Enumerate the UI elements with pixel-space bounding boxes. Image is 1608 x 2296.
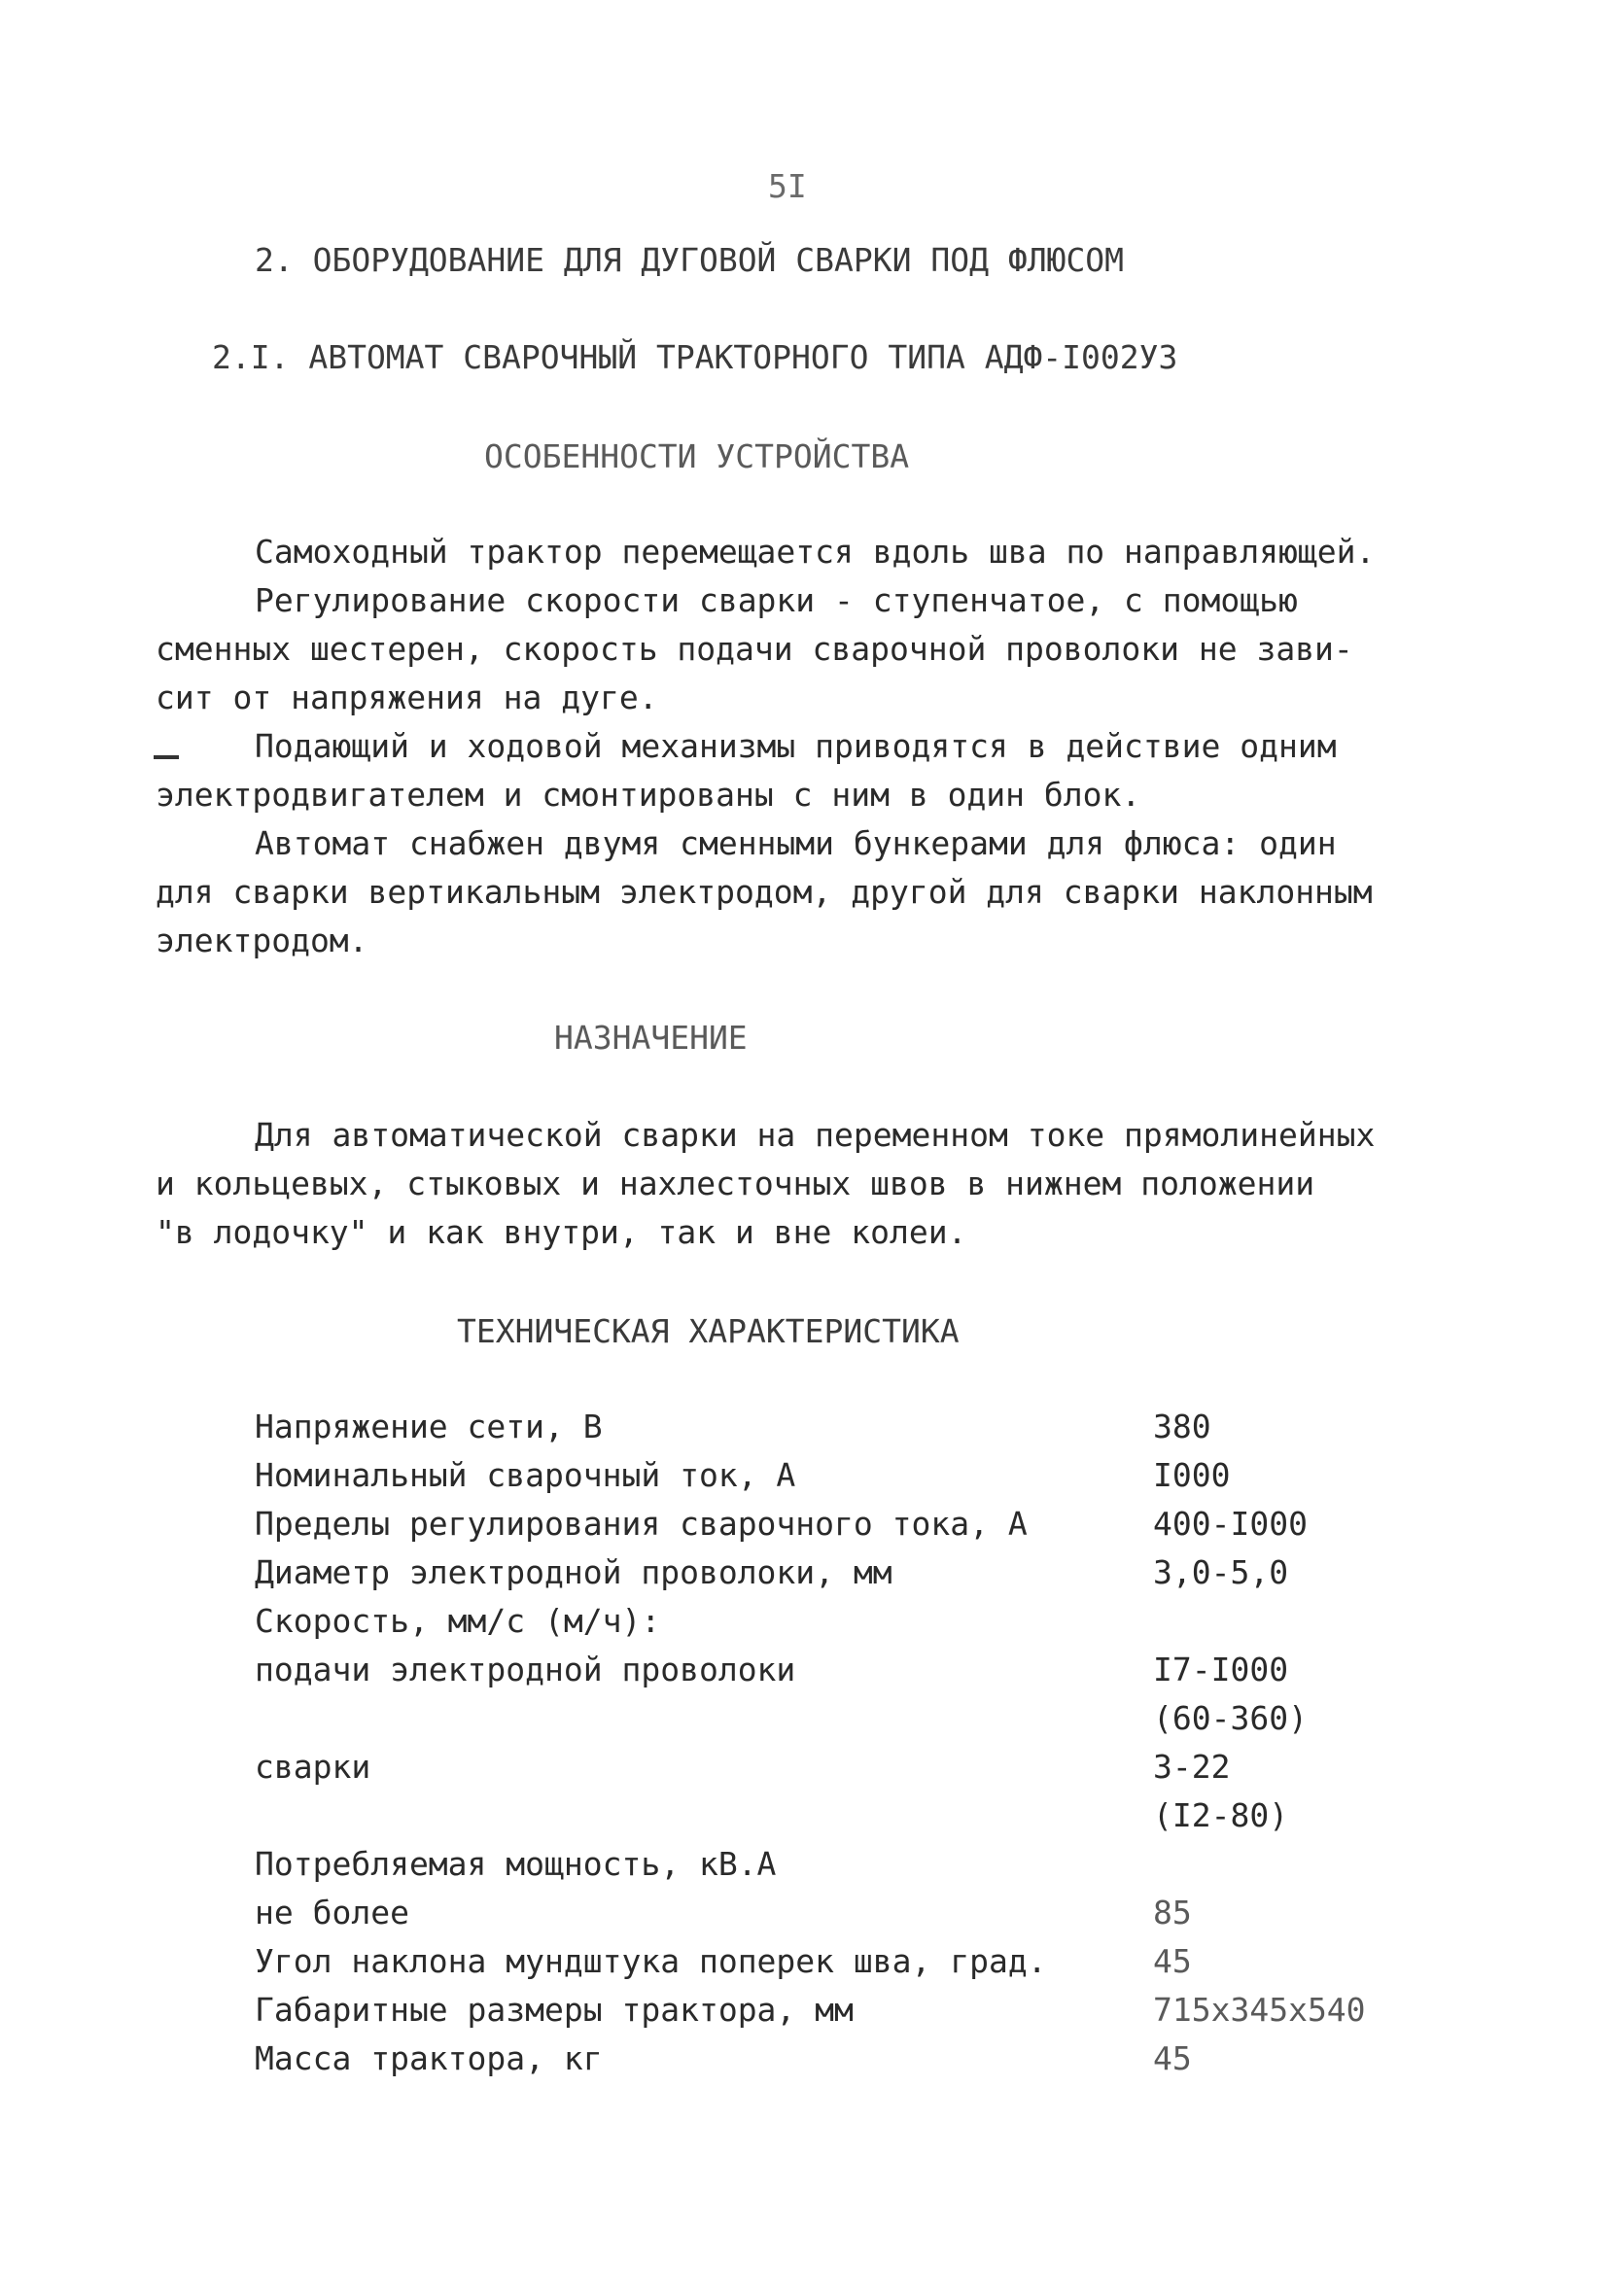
features-line: сит от напряжения на дуге. <box>156 678 658 716</box>
features-line: электродвигателем и смонтированы с ним в один блок. <box>156 776 1141 814</box>
spec-value: 715х345х540 <box>1153 1991 1366 2029</box>
spec-label: Напряжение сети, В <box>255 1408 603 1445</box>
purpose-line: и кольцевых, стыковых и нахлесточных швов в нижнем положении <box>156 1165 1315 1202</box>
spec-value: I7-I000 <box>1153 1651 1289 1688</box>
margin-mark <box>154 755 179 759</box>
section-title: 2. ОБОРУДОВАНИЕ ДЛЯ ДУГОВОЙ СВАРКИ ПОД ФЛЮСОМ <box>255 241 1125 279</box>
spec-label: Пределы регулирования сварочного тока, А <box>255 1505 1028 1543</box>
spec-value: (60-360) <box>1153 1699 1308 1737</box>
purpose-line: Для автоматической сварки на переменном токе прямолинейных <box>255 1116 1376 1154</box>
spec-value: 45 <box>1153 2039 1192 2077</box>
spec-value: 45 <box>1153 1942 1192 1980</box>
features-line: сменных шестерен, скорость подачи сварочной проволоки не зави- <box>156 630 1353 668</box>
features-line: Автомат снабжен двумя сменными бункерами для флюса: один <box>255 824 1337 862</box>
specs-heading: ТЕХНИЧЕСКАЯ ХАРАКТЕРИСТИКА <box>457 1312 960 1350</box>
purpose-line: "в лодочку" и как внутри, так и вне колеи. <box>156 1213 967 1251</box>
spec-label: Габаритные размеры трактора, мм <box>255 1991 854 2029</box>
spec-value: 380 <box>1153 1408 1211 1445</box>
features-line: Самоходный трактор перемещается вдоль шва по направляющей. <box>255 533 1376 571</box>
spec-value: 3-22 <box>1153 1748 1231 1786</box>
spec-label: подачи электродной проволоки <box>255 1651 796 1688</box>
spec-label: Масса трактора, кг <box>255 2039 603 2077</box>
spec-label: Угол наклона мундштука поперек шва, град. <box>255 1942 1047 1980</box>
subsection-title: 2.I. АВТОМАТ СВАРОЧНЫЙ ТРАКТОРНОГО ТИПА АДФ-I002УЗ <box>212 338 1178 376</box>
spec-value: I000 <box>1153 1456 1231 1494</box>
spec-label: Потребляемая мощность, кВ.А <box>255 1845 777 1883</box>
spec-label: Диаметр электродной проволоки, мм <box>255 1553 892 1591</box>
features-line: Подающий и ходовой механизмы приводятся в действие одним <box>255 727 1337 765</box>
spec-label: Скорость, мм/с (м/ч): <box>255 1602 661 1640</box>
features-line: для сварки вертикальным электродом, другой для сварки наклонным <box>156 873 1373 911</box>
spec-value: 3,0-5,0 <box>1153 1553 1289 1591</box>
spec-label: не более <box>255 1894 409 1931</box>
purpose-heading: НАЗНАЧЕНИЕ <box>554 1019 748 1057</box>
spec-label: Номинальный сварочный ток, А <box>255 1456 796 1494</box>
page-number: 5I <box>768 167 807 205</box>
spec-value: (I2-80) <box>1153 1796 1289 1834</box>
spec-label: сварки <box>255 1748 371 1786</box>
features-line: электродом. <box>156 922 368 959</box>
features-line: Регулирование скорости сварки - ступенчатое, с помощью <box>255 581 1298 619</box>
spec-value: 85 <box>1153 1894 1192 1931</box>
features-heading: ОСОБЕННОСТИ УСТРОЙСТВА <box>484 437 910 475</box>
spec-value: 400-I000 <box>1153 1505 1308 1543</box>
